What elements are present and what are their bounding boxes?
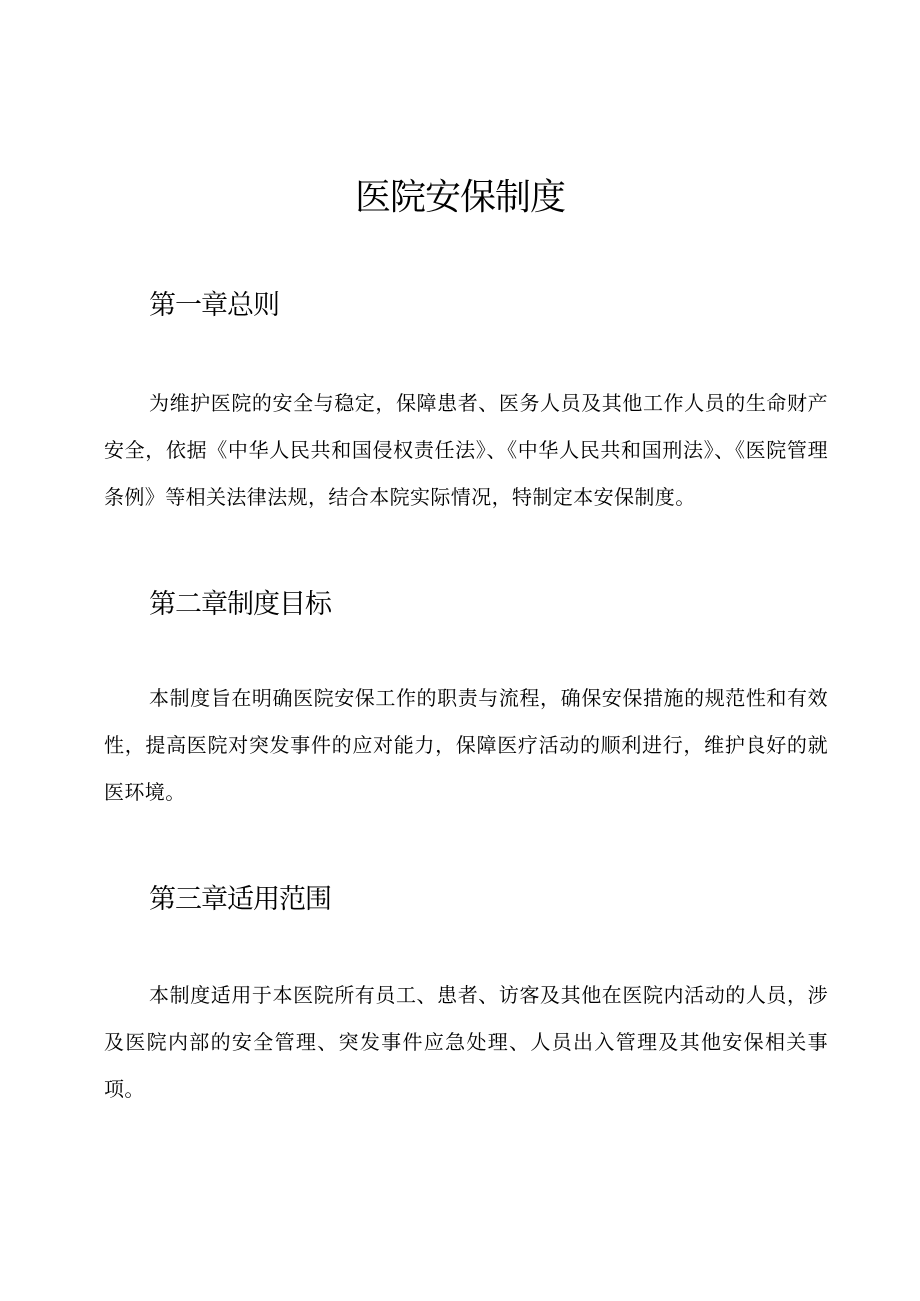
document-title: 医院安保制度 (354, 177, 565, 218)
chapter-body-3: 本制度适用于本医院所有员工、患者、访客及其他在医院内活动的人员，涉及医院内部的安全管理、突发事件应急处理、人员出入管理及其他安保相关事项。 (104, 983, 828, 1101)
chapter-body-1: 为维护医院的安全与稳定，保障患者、医务人员及其他工作人员的生命财产安全，依据《中华人民共和国侵权责任法》、《中华人民共和国刑法》、《医院管理条例》等相关法律法规，结合本院实际情况，特制定本安保制度。 (104, 391, 828, 509)
chapter-heading-2: 第二章制度目标 (149, 589, 331, 620)
chapter-heading-1: 第一章总则 (149, 290, 279, 321)
chapter-heading-3: 第三章适用范围 (149, 884, 331, 915)
chapter-body-2: 本制度旨在明确医院安保工作的职责与流程，确保安保措施的规范性和有效性，提高医院对突发事件的应对能力，保障医疗活动的顺利进行，维护良好的就医环境。 (104, 686, 828, 804)
